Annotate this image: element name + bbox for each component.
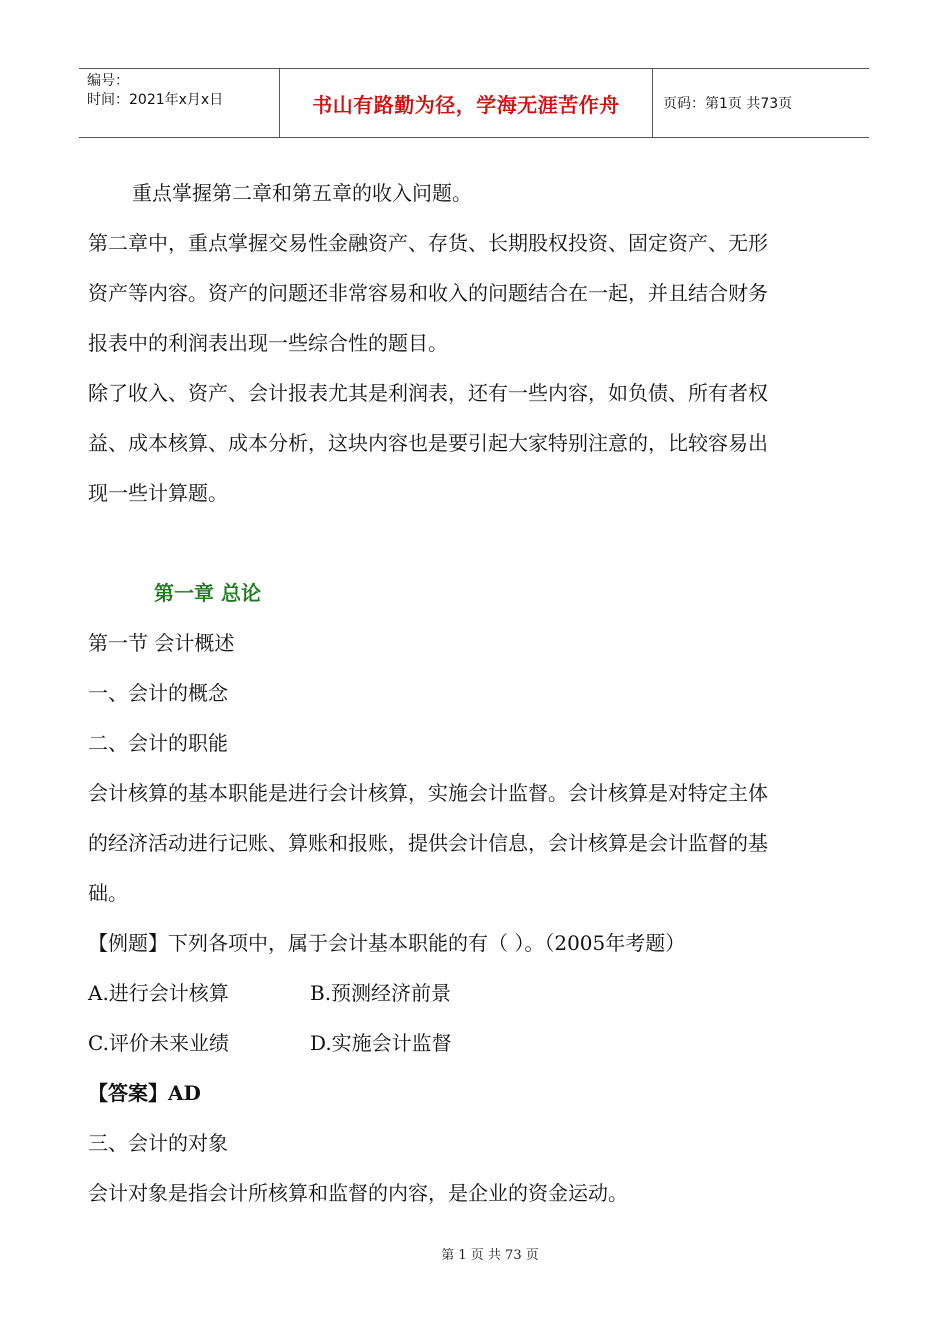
heading-item-2: 二、会计的职能 [88, 731, 228, 755]
header-page-info: 页码：第1页 共73页 [663, 96, 793, 112]
page-header [79, 68, 869, 138]
function-line-1: 会计核算的基本职能是进行会计核算，实施会计监督。会计核算是对特定主体 [88, 781, 768, 805]
paragraph-2-line-1: 除了收入、资产、会计报表尤其是利润表，还有一些内容，如负债、所有者权 [88, 381, 768, 405]
option-b: B.预测经济前景 [310, 981, 452, 1005]
function-line-2: 的经济活动进行记账、算账和报账，提供会计信息，会计核算是会计监督的基 [88, 831, 768, 855]
paragraph-2-line-2: 益、成本核算、成本分析，这块内容也是要引起大家特别注意的，比较容易出 [88, 431, 768, 455]
header-time-label: 时间：2021年x月x日 [87, 92, 224, 108]
option-a: A.进行会计核算 [88, 981, 229, 1005]
options-row-1 [88, 968, 868, 1018]
chapter-title: 第一章 总论 [154, 581, 261, 605]
intro-paragraph: 重点掌握第二章和第五章的收入问题。 [132, 181, 472, 205]
page-footer: 第 1 页 共 73 页 [441, 1248, 539, 1263]
answer-line: 【答案】AD [88, 1081, 201, 1105]
example-question: 【例题】下列各项中，属于会计基本职能的有（ ）。（2005年考题） [88, 931, 686, 955]
paragraph-1-line-2: 资产等内容。资产的问题还非常容易和收入的问题结合在一起，并且结合财务 [88, 281, 768, 305]
header-meta-cell [79, 69, 280, 137]
section-title: 第一节 会计概述 [88, 631, 235, 655]
header-motto-cell [280, 69, 653, 137]
object-paragraph: 会计对象是指会计所核算和监督的内容，是企业的资金运动。 [88, 1181, 628, 1205]
header-motto: 书山有路勤为径，学海无涯苦作舟 [312, 92, 620, 117]
heading-item-3: 三、会计的对象 [88, 1131, 228, 1155]
function-line-3: 础。 [88, 881, 128, 905]
option-c: C.评价未来业绩 [88, 1031, 229, 1055]
document-body [88, 168, 868, 1218]
header-number-label: 编号： [87, 73, 129, 89]
heading-item-1: 一、会计的概念 [88, 681, 228, 705]
paragraph-1-line-1: 第二章中，重点掌握交易性金融资产、存货、长期股权投资、固定资产、无形 [88, 231, 768, 255]
paragraph-2-line-3: 现一些计算题。 [88, 481, 228, 505]
options-row-2 [88, 1018, 868, 1068]
header-page-info-cell [653, 69, 869, 137]
option-d: D.实施会计监督 [310, 1031, 452, 1055]
blank-line [88, 518, 868, 568]
paragraph-1-line-3: 报表中的利润表出现一些综合性的题目。 [88, 331, 448, 355]
